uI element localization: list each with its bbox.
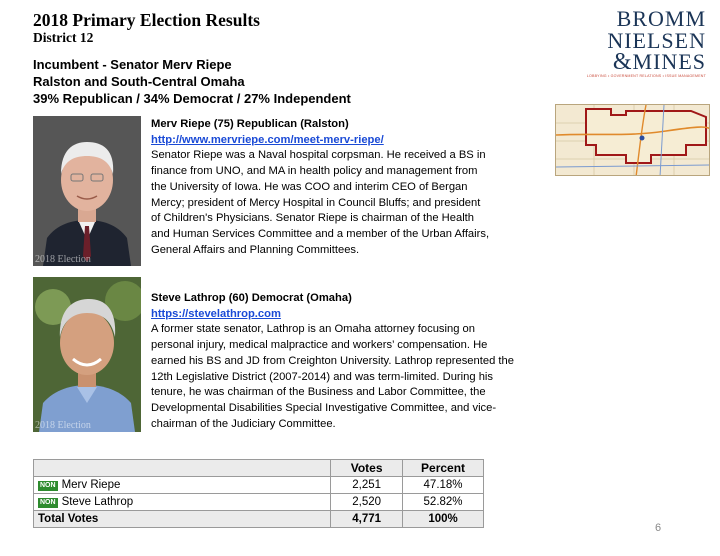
district-map	[555, 104, 710, 176]
percent-cell: 52.82%	[403, 494, 484, 511]
candidate-photo-riepe	[33, 116, 141, 266]
logo-line-3-text: MINES	[632, 49, 706, 74]
registration-line: 39% Republican / 34% Democrat / 27% Independent	[33, 91, 351, 106]
total-label: Total Votes	[34, 511, 331, 528]
incumbent-line: Incumbent - Senator Merv Riepe	[33, 57, 232, 72]
total-row	[34, 511, 484, 528]
table-row	[34, 494, 484, 511]
results-header-row	[34, 460, 484, 477]
page-title: 2018 Primary Election Results	[33, 10, 260, 30]
candidate-name: Merv Riepe	[61, 479, 121, 491]
logo-line-2: NIELSEN	[607, 28, 706, 53]
candidate-portrait-graphic	[33, 277, 141, 432]
candidate-heading: Steve Lathrop (60) Democrat (Omaha)	[151, 292, 352, 304]
logo-line-3	[586, 51, 706, 73]
area-line: Ralston and South-Central Omaha	[33, 74, 245, 89]
page-number: 6	[655, 522, 662, 534]
logo-ampersand: &	[612, 49, 633, 75]
total-percent: 100%	[403, 511, 484, 528]
percent-cell: 47.18%	[403, 477, 484, 494]
results-table	[33, 459, 484, 528]
district-map-graphic	[556, 105, 710, 176]
candidate-bio-text: Senator Riepe was a Naval hospital corpsman. He received a BS in finance from UNO, and MA in health policy and management from the University of Iowa. He was COO and interim CEO of Bergan Mercy; president of Mercy Hospital in Council Bluffs; and president of Children's Physicians. Senator Riepe is chairman of the Health and Human Services Committee and a member of the Urban Affairs, General Affairs and Planning Committees.	[151, 149, 490, 256]
header-votes: Votes	[331, 460, 403, 477]
district-summary	[33, 56, 351, 107]
total-votes: 4,771	[331, 511, 403, 528]
candidate-link[interactable]: https://stevelathrop.com	[151, 307, 281, 320]
nonpartisan-badge: NON	[40, 482, 56, 489]
candidate-name: Steve Lathrop	[61, 496, 134, 508]
header-percent: Percent	[403, 460, 484, 477]
candidate-cell	[34, 494, 331, 511]
candidate-portrait-graphic	[33, 116, 141, 266]
logo-line-1: BROMM	[616, 6, 706, 31]
candidate-heading: Merv Riepe (75) Republican (Ralston)	[151, 118, 349, 130]
header-candidate	[34, 460, 331, 477]
page-subtitle: District 12	[33, 30, 94, 45]
logo-tagline: LOBBYING • GOVERNMENT RELATIONS • ISSUE MANAGEMENT	[586, 74, 706, 78]
company-logo	[586, 8, 706, 79]
nonpartisan-badge: NON	[40, 499, 56, 506]
votes-cell: 2,520	[331, 494, 403, 511]
photo-watermark: 2018 Election	[35, 420, 91, 431]
candidate-bio-text: A former state senator, Lathrop is an Omaha attorney focusing on personal injury, medical malpractice and workers’ compensation. He earned his BS and JD from Creighton University. Lathrop represented the 12th Legislative District (2007-2014) and was term-limited. During his tenure, he was chairman of the Business and Labor Committee, the Developmental Disabilities Special Investigative Committee, and vice-chairman of the Judiciary Committee.	[151, 323, 514, 430]
table-row	[34, 477, 484, 494]
candidate-bio-lathrop	[151, 291, 521, 432]
candidate-cell	[34, 477, 331, 494]
votes-cell: 2,251	[331, 477, 403, 494]
candidate-bio-riepe	[151, 117, 491, 258]
candidate-photo-lathrop	[33, 277, 141, 432]
candidate-link[interactable]: http://www.mervriepe.com/meet-merv-riepe/	[151, 133, 384, 146]
photo-watermark: 2018 Election	[35, 254, 91, 265]
